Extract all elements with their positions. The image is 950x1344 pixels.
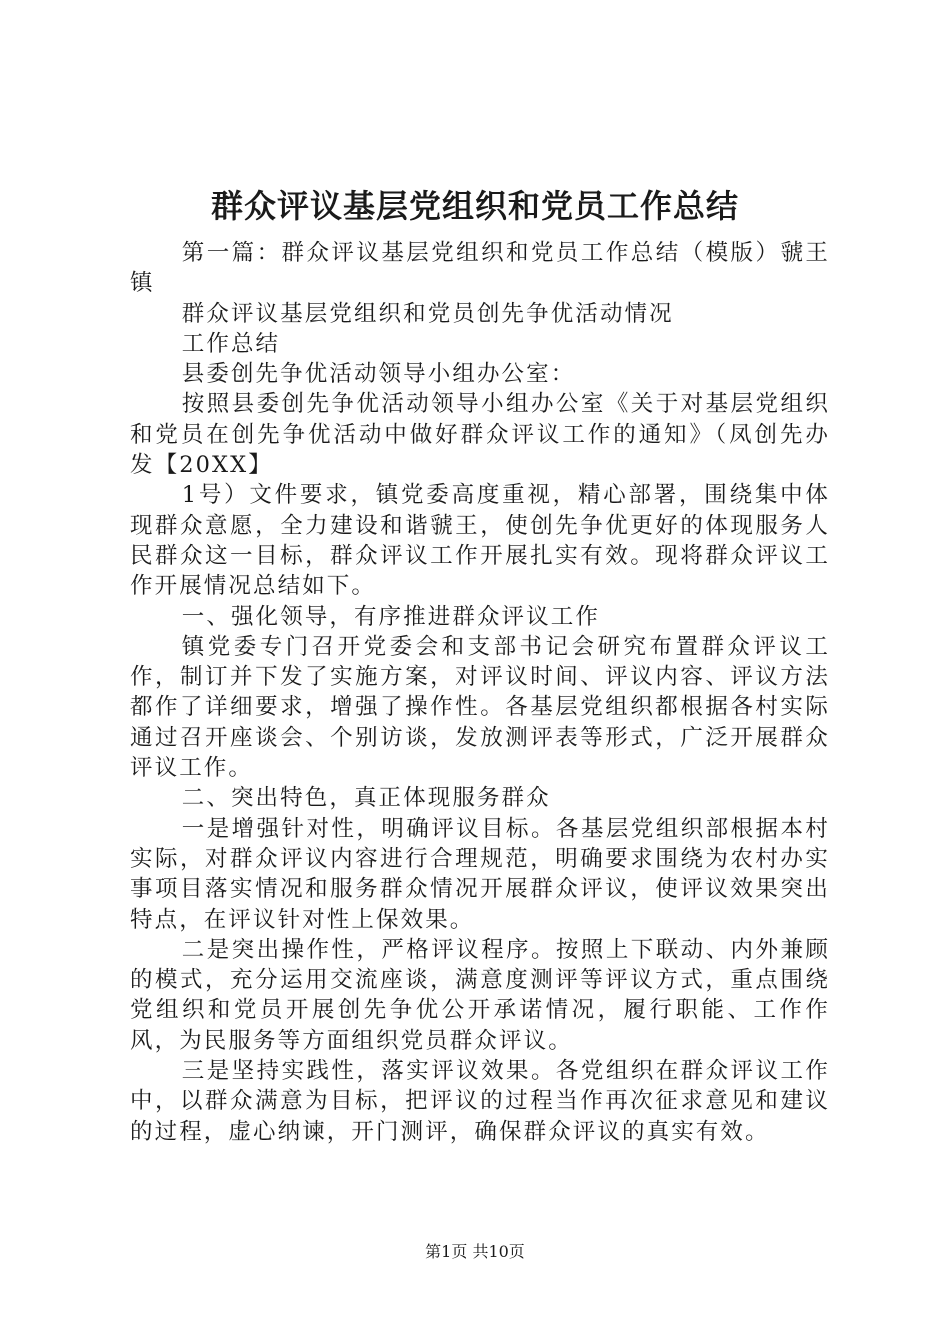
document-title: 群众评议基层党组织和党员工作总结 <box>210 187 739 225</box>
paragraph: 县委创先争优活动领导小组办公室： <box>181 361 576 388</box>
paragraph: 镇党委专门召开党委会和支部书记会研究布置群众评议工作，制订并下发了实施方案，对评议时间、评议内容、评议方法都作了详细要求，增强了操作性。各基层党组织都根据各村实际通过召开座谈会、个别访谈，发放测评表等形式，广泛开展群众评议工作。 <box>130 633 830 782</box>
page-footer: 第1页 共10页 <box>425 1242 525 1261</box>
section-heading: 一、强化领导，有序推进群众评议工作 <box>181 603 600 630</box>
paragraph: 按照县委创先争优活动领导小组办公室《关于对基层党组织和党员在创先争优活动中做好群众评议工作的通知》（凤创先办发【20XX】 <box>130 391 830 479</box>
paragraph: 1号）文件要求，镇党委高度重视，精心部署，围绕集中体现群众意愿，全力建设和谐虢王，使创先争优更好的体现服务人民群众这一目标，群众评议工作开展扎实有效。现将群众评议工作开展情况总结如下。 <box>130 482 830 600</box>
paragraph: 一是增强针对性，明确评议目标。各基层党组织部根据本村实际，对群众评议内容进行合理规范，明确要求围绕为农村办实事项目落实情况和服务群众情况开展群众评议，使评议效果突出特点，在评议针对性上保效果。 <box>130 815 830 933</box>
paragraph: 工作总结 <box>181 330 281 357</box>
paragraph: 第一篇：群众评议基层党组织和党员工作总结（模版）虢王镇 <box>130 240 830 297</box>
document-body <box>130 238 830 1147</box>
paragraph: 二是突出操作性，严格评议程序。按照上下联动、内外兼顾的模式，充分运用交流座谈，满意度测评等评议方式，重点围绕党组织和党员开展创先争优公开承诺情况，履行职能、工作作风，为民服务等方面组织党员群众评议。 <box>130 936 830 1054</box>
paragraph: 三是坚持实践性，落实评议效果。各党组织在群众评议工作中，以群众满意为目标，把评议的过程当作再次征求意见和建议的过程，虚心纳谏，开门测评，确保群众评议的真实有效。 <box>130 1058 830 1145</box>
paragraph: 群众评议基层党组织和党员创先争优活动情况 <box>181 300 674 327</box>
section-heading: 二、突出特色，真正体现服务群众 <box>181 785 551 812</box>
